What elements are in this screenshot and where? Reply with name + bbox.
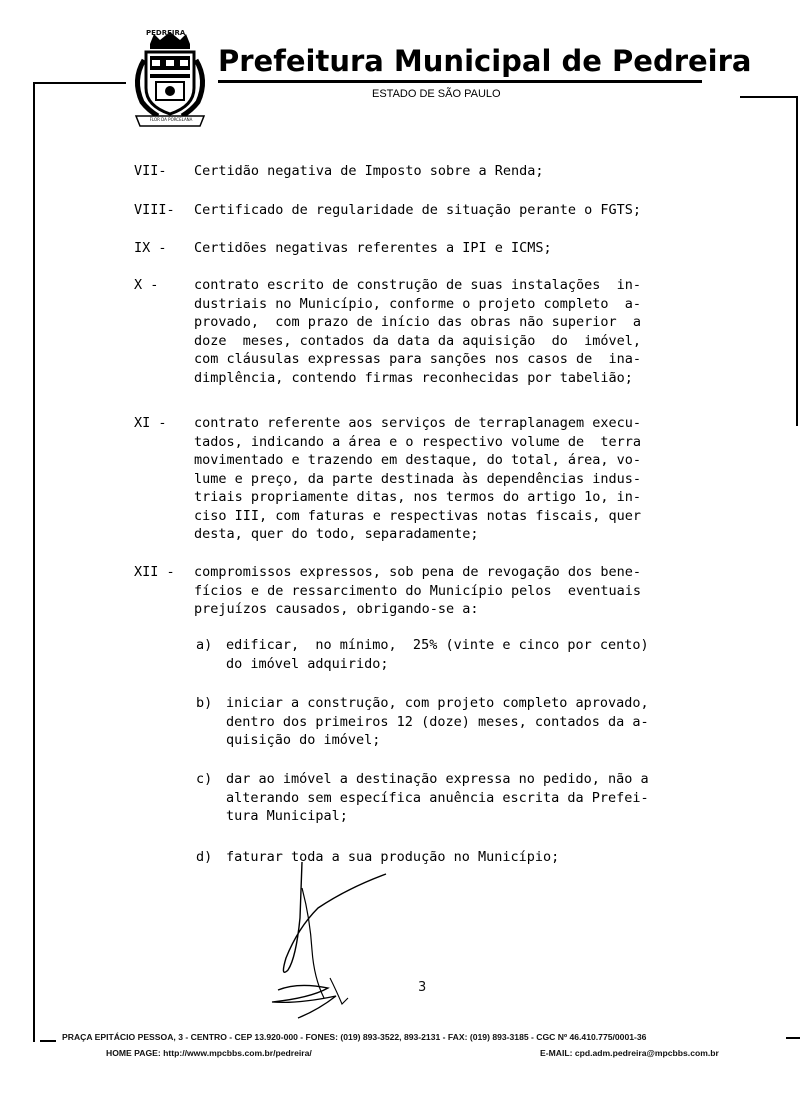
list-item-line: movimentado e trazendo em destaque, do total, área, vo- xyxy=(194,452,642,468)
list-item-line: provado, com prazo de início das obras não superior a xyxy=(194,314,642,330)
subitem-line: tura Municipal; xyxy=(226,808,348,824)
subitem-label: b) xyxy=(196,695,213,711)
list-item-line: tados, indicando a área e o respectivo volume de terra xyxy=(194,433,642,450)
list-item-line: contrato escrito de construção de suas instalações in- xyxy=(194,277,642,293)
seal-motto: FLOR DA PORCELANA xyxy=(149,117,193,122)
subitem-line: edificar, no mínimo, 25% (vinte e cinco por cento) xyxy=(226,637,649,653)
list-item-line: compromissos expressos, sob pena de revogação dos bene- xyxy=(194,564,642,580)
footer-address: PRAÇA EPITÁCIO PESSOA, 3 - CENTRO - CEP 13.920-000 - FONES: (019) 893-3522, 893-2131 - FAX: (019) 893-3185 - CGC Nº 46.410.775/0001-36 xyxy=(62,1032,647,1042)
subitem-line: quisição do imóvel; xyxy=(226,732,381,748)
list-item-label: IX - xyxy=(134,240,167,256)
footer-dash xyxy=(40,1040,56,1042)
list-item-line: com cláusulas expressas para sanções nos casos de ina- xyxy=(194,351,642,367)
title-underline xyxy=(218,80,702,83)
list-item-line: doze meses, contados da data da aquisição do imóvel, xyxy=(194,332,642,349)
list-item-line: dustriais no Município, conforme o projeto completo a- xyxy=(194,295,642,312)
list-item-label: VIII- xyxy=(134,202,175,218)
list-item-line: Certidão negativa de Imposto sobre a Renda; xyxy=(194,163,544,179)
page-title: Prefeitura Municipal de Pedreira xyxy=(218,44,752,78)
subitem-label: a) xyxy=(196,637,213,653)
list-item-line: prejuízos causados, obrigando-se a: xyxy=(194,601,479,617)
list-item-line: dimplência, contendo firmas reconhecidas por tabelião; xyxy=(194,369,633,386)
list-item-line: fícios e de ressarcimento do Município pelos eventuais xyxy=(194,582,642,599)
subitem-line: dar ao imóvel a destinação expressa no pedido, não a xyxy=(226,771,649,787)
subitem-label: d) xyxy=(196,849,213,865)
frame-line xyxy=(740,96,798,98)
subitem-line: alterando sem específica anuência escrita da Prefei- xyxy=(226,789,649,806)
list-item-line: triais propriamente ditas, nos termos do artigo 1o, in- xyxy=(194,489,642,505)
footer-email: E-MAIL: cpd.adm.pedreira@mpcbbs.com.br xyxy=(540,1048,719,1058)
footer-homepage: HOME PAGE: http://www.mpcbbs.com.br/pedreira/ xyxy=(106,1048,312,1058)
subitem-line: dentro dos primeiros 12 (doze) meses, contados da a- xyxy=(226,713,649,730)
frame-line xyxy=(796,96,798,426)
page-subtitle: ESTADO DE SÃO PAULO xyxy=(372,88,501,100)
list-item-label: XI - xyxy=(134,415,167,431)
list-item-line: ciso III, com faturas e respectivas notas fiscais, quer xyxy=(194,507,642,524)
page-number: 3 xyxy=(418,980,427,995)
list-item-line: contrato referente aos serviços de terraplanagem execu- xyxy=(194,415,642,431)
list-item-label: X - xyxy=(134,277,159,293)
subitem-label: c) xyxy=(196,771,213,787)
list-item-line: lume e preço, da parte destinada às dependências indus- xyxy=(194,470,642,487)
list-item-label: VII- xyxy=(134,163,167,179)
list-item-line: desta, quer do todo, separadamente; xyxy=(194,526,479,542)
subitem-line: faturar toda a sua produção no Município; xyxy=(226,849,560,865)
municipal-seal-icon xyxy=(128,30,212,130)
list-item-label: XII - xyxy=(134,564,175,580)
frame-line xyxy=(34,82,126,84)
subitem-line: iniciar a construção, com projeto completo aprovado, xyxy=(226,695,649,711)
subitem-line: do imóvel adquirido; xyxy=(226,655,389,672)
list-item-line: Certidões negativas referentes a IPI e ICMS; xyxy=(194,240,552,256)
seal-label: PEDREIRA xyxy=(146,29,186,37)
signature-icon xyxy=(258,858,398,1028)
list-item-line: Certificado de regularidade de situação perante o FGTS; xyxy=(194,202,642,218)
frame-line xyxy=(33,82,35,1042)
